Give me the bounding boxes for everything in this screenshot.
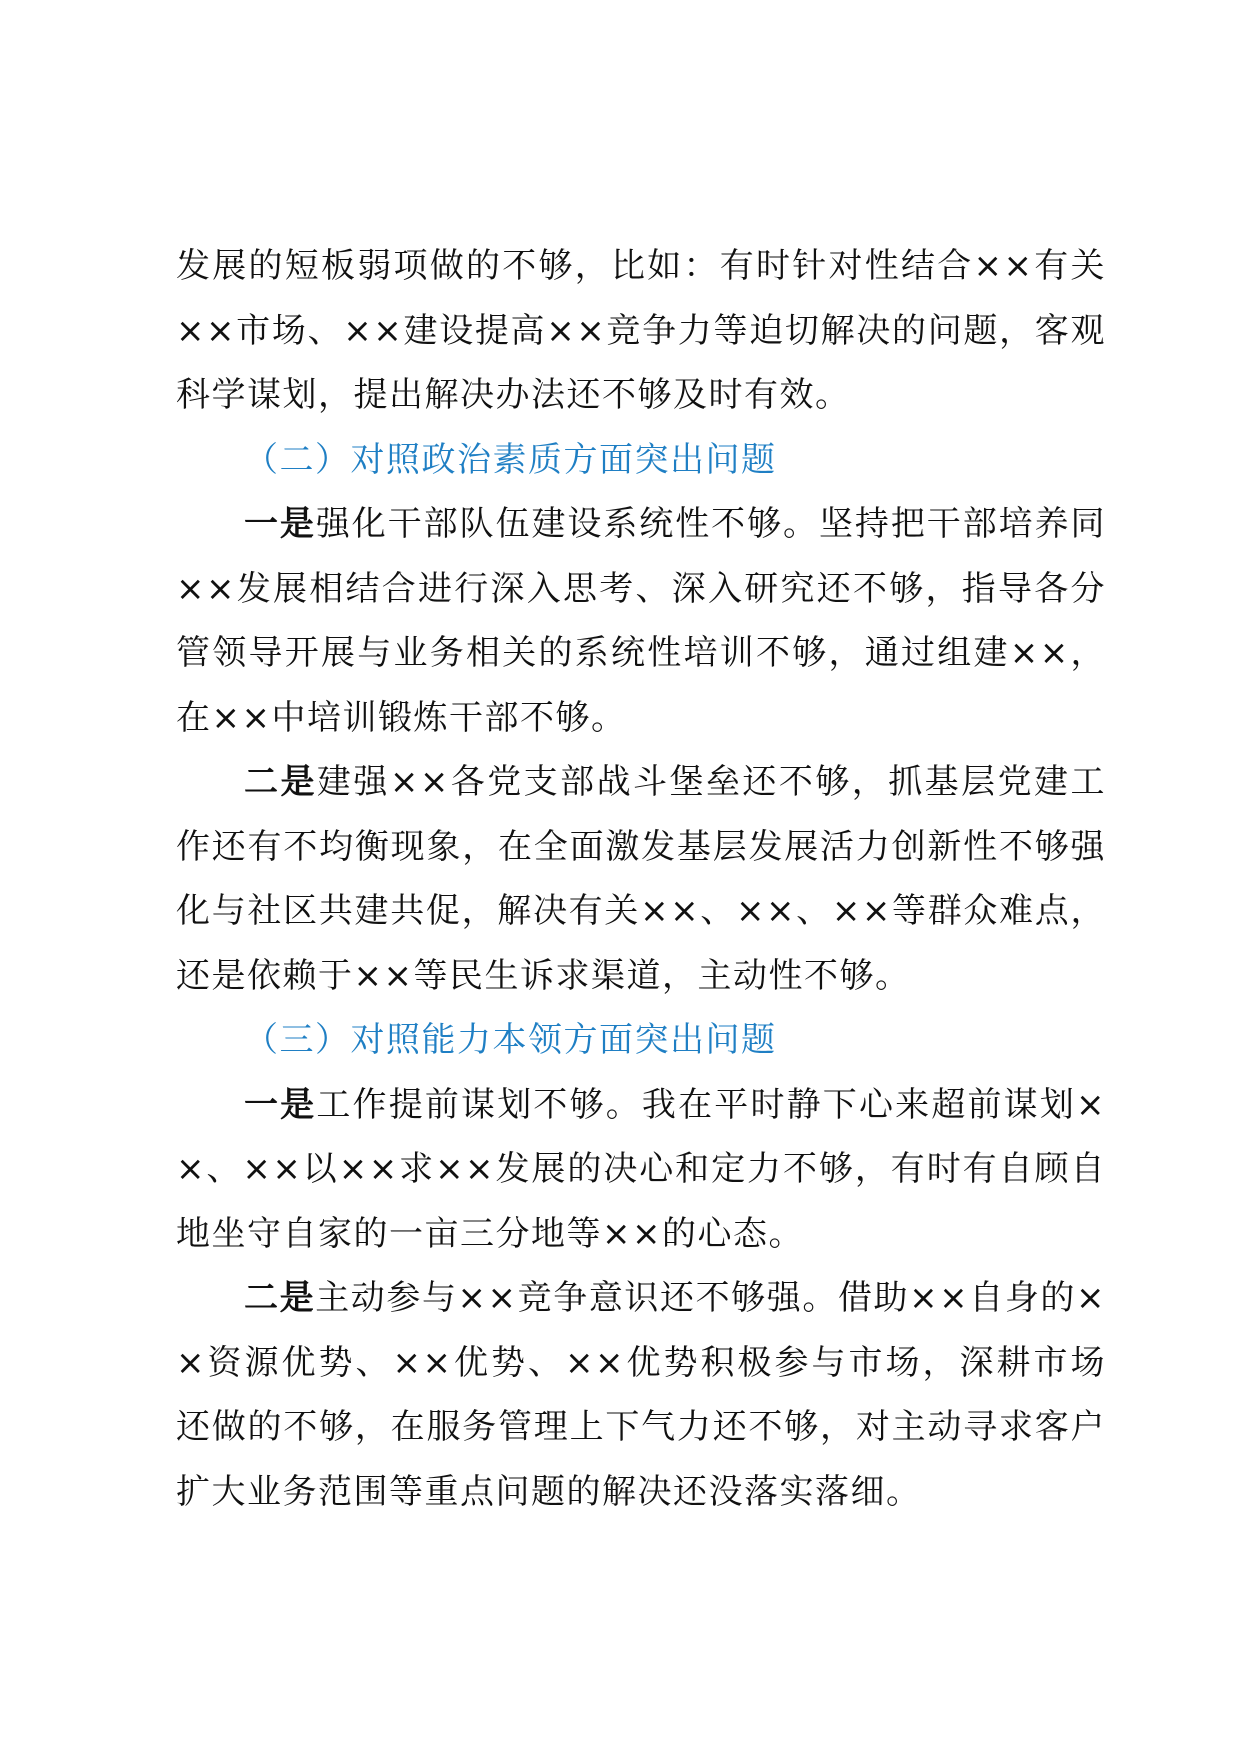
section-heading-2-text: （二）对照政治素质方面突出问题 [244,439,777,480]
section-heading-2 [176,428,1106,493]
paragraph-6-lead: 一是 [244,1084,317,1125]
paragraph-7-lead: 二是 [244,1278,316,1318]
paragraph-4-lead: 二是 [244,762,317,802]
section-heading-3-text: （三）对照能力本领方面突出问题 [244,1020,777,1060]
paragraph-6 [176,1073,1106,1267]
document-body [176,234,1106,1524]
paragraph-7-text: 主动参与××竞争意识还不够强。借助××自身的××资源优势、××优势、××优势积极参与市场，深耕市场还做的不够，在服务管理上下气力还不够，对主动寻求客户扩大业务范围等重点问题的解决还没落实落细。 [176,1278,1106,1512]
paragraph-3 [176,492,1106,750]
paragraph-7 [176,1266,1106,1524]
paragraph-4-text: 建强××各党支部战斗堡垒还不够，抓基层党建工作还有不均衡现象，在全面激发基层发展活力创新性不够强化与社区共建共促，解决有关××、××、××等群众难点，还是依赖于××等民生诉求渠道，主动性不够。 [176,762,1107,996]
paragraph-1 [176,234,1106,428]
paragraph-4 [176,750,1106,1008]
paragraph-3-lead: 一是 [244,504,316,544]
paragraph-6-text: 工作提前谋划不够。我在平时静下心来超前谋划××、××以××求××发展的决心和定力不够，有时有自顾自地坐守自家的一亩三分地等××的心态。 [176,1084,1106,1254]
paragraph-3-text: 强化干部队伍建设系统性不够。坚持把干部培养同××发展相结合进行深入思考、深入研究还不够，指导各分管领导开展与业务相关的系统性培训不够，通过组建××，在××中培训锻炼干部不够。 [176,504,1107,738]
paragraph-1-text: 发展的短板弱项做的不够，比如：有时针对性结合××有关××市场、××建设提高××竞争力等迫切解决的问题，客观科学谋划，提出解决办法还不够及时有效。 [176,246,1106,415]
section-heading-3 [176,1008,1106,1073]
